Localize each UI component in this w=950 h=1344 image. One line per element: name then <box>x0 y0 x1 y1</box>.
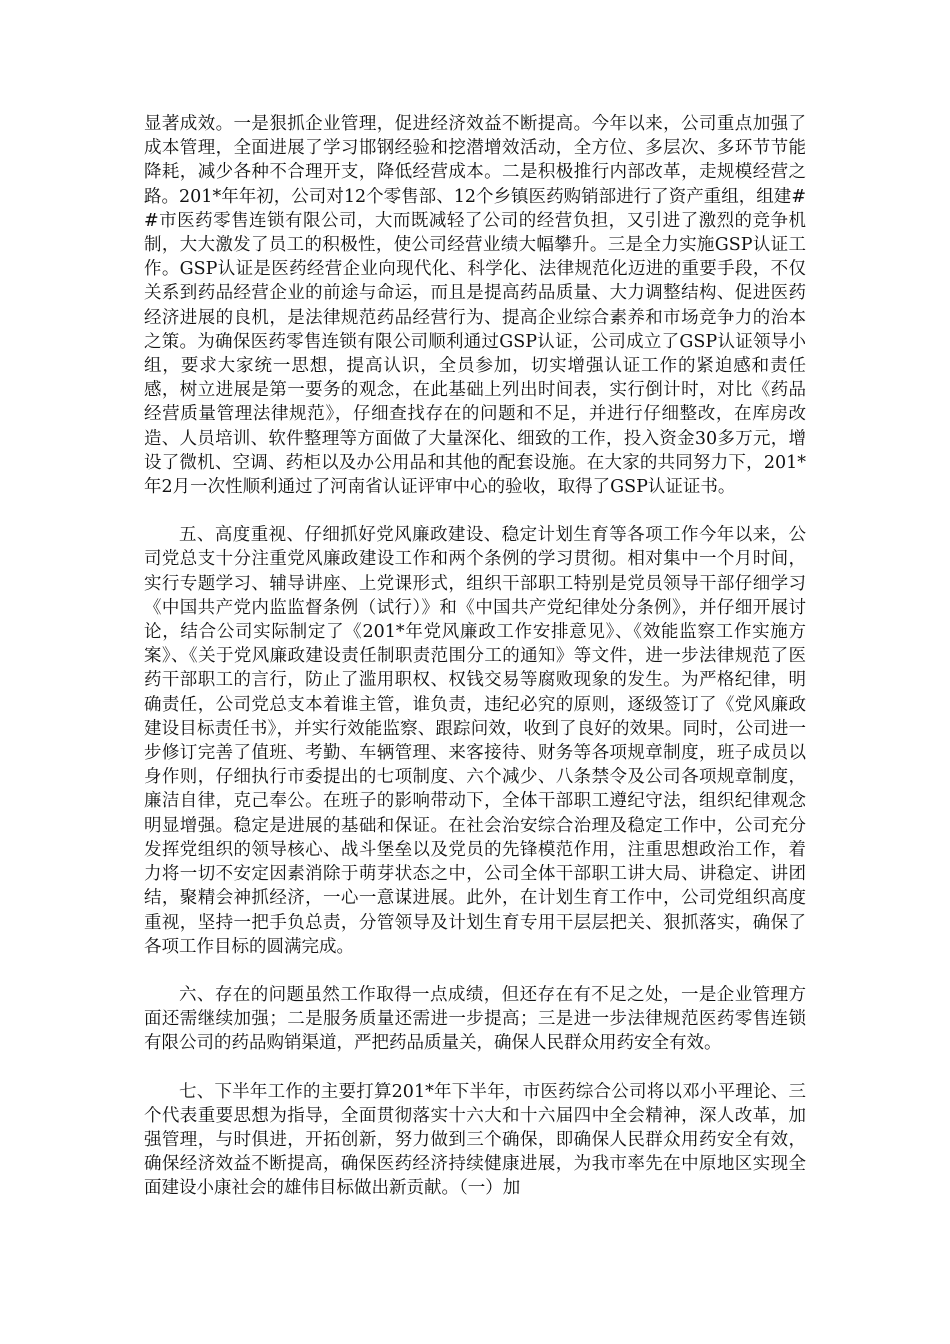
paragraph-cost-management-gsp: 显著成效。一是狠抓企业管理，促进经济效益不断提高。今年以来，公司重点加强了成本管理，全面进展了学习邯钢经验和挖潜增效活动，全方位、多层次、多环节节能降耗，减少各种不合理开支，降低经营成本。二是积极推行内部改革，走规模经营之路。201*年年初，公司对12个零售部、12个乡镇医药购销部进行了资产重组，组建##市医药零售连锁有限公司，大而既减轻了公司的经营负担，又引进了激烈的竞争机制，大大激发了员工的积极性，使公司经营业绩大幅攀升。三是全力实施GSP认证工作。GSP认证是医药经营企业向现代化、科学化、法律规范化迈进的重要手段，不仅关系到药品经营企业的前途与命运，而且是提高药品质量、大力调整结构、促进医药经济进展的良机，是法律规范药品经营行为、提高企业综合素养和市场竞争力的治本之策。为确保医药零售连锁有限公司顺利通过GSP认证，公司成立了GSP认证领导小组，要求大家统一思想，提高认识，全员参加，切实增强认证工作的紧迫感和责任感，树立进展是第一要务的观念，在此基础上列出时间表，实行倒计时，对比《药品经营质量管理法律规范》，仔细查找存在的问题和不足，并进行仔细整改，在库房改造、人员培训、软件整理等方面做了大量深化、细致的工作，投入资金30多万元，增设了微机、空调、药柜以及办公用品和其他的配套设施。在大家的共同努力下，201*年2月一次性顺利通过了河南省认证评审中心的验收，取得了GSP认证证书。 <box>144 114 806 498</box>
paragraph-party-conduct: 五、高度重视、仔细抓好党风廉政建设、稳定计划生育等各项工作今年以来，公司党总支十分注重党风廉政建设工作和两个条例的学习贯彻。相对集中一个月时间，实行专题学习、辅导讲座、上党课形式，组织干部职工特别是党员领导干部仔细学习《中国共产党内监监督条例（试行）》和《中国共产党纪律处分条例》，并仔细开展讨论，结合公司实际制定了《201*年党风廉政工作安排意见》、《效能监察工作实施方案》、《关于党风廉政建设责任制职责范围分工的通知》等文件，进一步法律规范了医药干部职工的言行，防止了滥用职权、权钱交易等腐败现象的发生。为严格纪律，明确责任，公司党总支本着谁主管，谁负责，违纪必究的原则，逐级签订了《党风廉政建设目标责任书》，并实行效能监察、跟踪问效，收到了良好的效果。同时，公司进一步修订完善了值班、考勤、车辆管理、来客接待、财务等各项规章制度，班子成员以身作则，仔细执行市委提出的七项制度、六个减少、八条禁令及公司各项规章制度，廉洁自律，克己奉公。在班子的影响带动下，全体干部职工遵纪守法，组织纪律观念明显增强。稳定是进展的基础和保证。在社会治安综合治理及稳定工作中，公司充分发挥党组织的领导核心、战斗堡垒以及党员的先锋模范作用，注重思想政治工作，着力将一切不安定因素消除于萌芽状态之中，公司全体干部职工讲大局、讲稳定、讲团结，聚精会神抓经济，一心一意谋进展。此外，在计划生育工作中，公司党组织高度重视，坚持一把手负总责，分管领导及计划生育专用干层层把关、狠抓落实，确保了各项工作目标的圆满完成。 <box>144 525 806 957</box>
document-page <box>144 112 806 1201</box>
paragraph-second-half-plan: 七、下半年工作的主要打算201*年下半年，市医药综合公司将以邓小平理论、三个代表重要思想为指导，全面贯彻落实十六大和十六届四中全会精神，深人改革，加强管理，与时俱进，开拓创新，努力做到三个确保，即确保人民群众用药安全有效，确保经济效益不断提高，确保医药经济持续健康进展，为我市率先在中原地区实现全面建设小康社会的雄伟目标做出新贡献。（一）加 <box>144 1081 806 1199</box>
paragraph-existing-problems: 六、存在的问题虽然工作取得一点成绩，但还存在有不足之处，一是企业管理方面还需继续加强；二是服务质量还需进一步提高；三是进一步法律规范医药零售连锁有限公司的药品购销渠道，严把药品质量关，确保人民群众用药安全有效。 <box>144 984 806 1054</box>
